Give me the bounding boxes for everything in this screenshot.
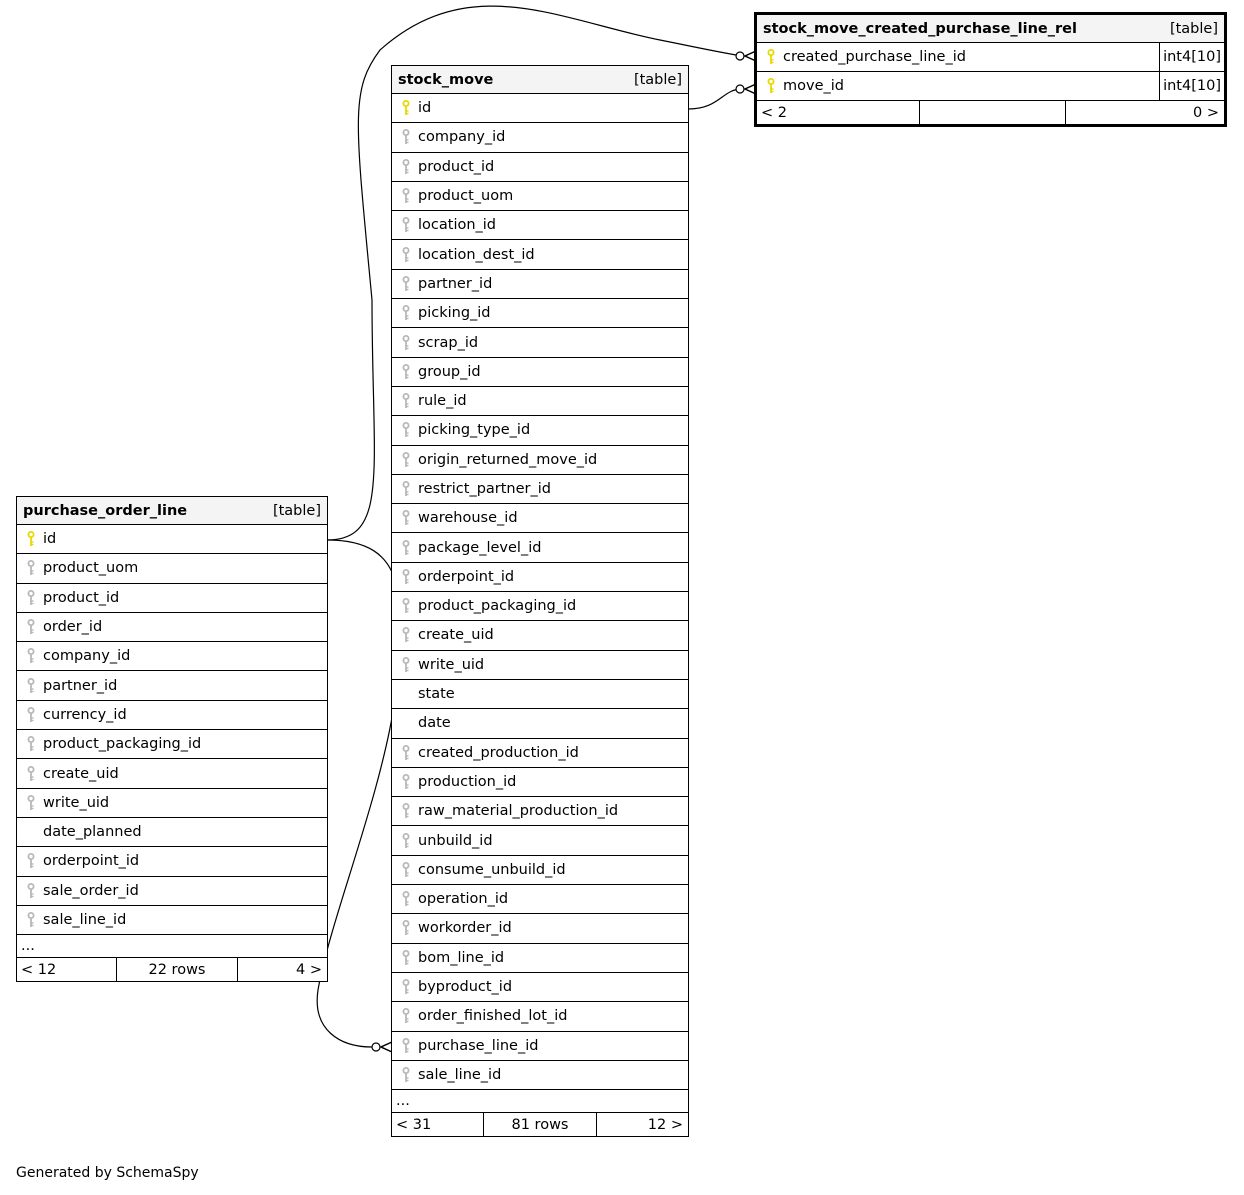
column-name: partner_id: [43, 677, 118, 694]
foreign-key-icon: [392, 803, 416, 819]
column-row[interactable]: [392, 944, 688, 973]
foreign-key-icon: [17, 590, 41, 606]
foreign-key-icon: [392, 305, 416, 321]
column-name: purchase_line_id: [418, 1037, 539, 1054]
column-name: location_dest_id: [418, 246, 535, 263]
column-name: date_planned: [43, 824, 142, 841]
foreign-key-icon: [392, 422, 416, 438]
more-columns-indicator[interactable]: ...: [17, 935, 327, 958]
table-name[interactable]: stock_move: [398, 71, 494, 88]
column-type: int4[10]: [1159, 72, 1224, 100]
column-row[interactable]: [17, 789, 327, 818]
column-name: sale_line_id: [43, 912, 127, 928]
column-row[interactable]: [392, 973, 688, 1002]
column-name: company_id: [418, 129, 506, 146]
foreign-key-icon: [392, 745, 416, 761]
column-row[interactable]: [392, 651, 688, 680]
column-name: picking_type_id: [418, 422, 531, 439]
edge-pol-id-to-stock-move-purchase-line: [317, 540, 400, 1047]
foreign-key-icon: [392, 452, 416, 468]
column-row[interactable]: [392, 94, 688, 123]
foreign-key-icon: [17, 766, 41, 782]
column-row[interactable]: [392, 739, 688, 768]
column-row[interactable]: [17, 554, 327, 583]
column-name: create_uid: [418, 627, 494, 644]
foreign-key-icon: [17, 853, 41, 869]
column-name: company_id: [43, 648, 131, 665]
column-row[interactable]: [17, 906, 327, 935]
column-row[interactable]: [392, 211, 688, 240]
footer-parents-link[interactable]: < 2: [757, 101, 920, 124]
column-row[interactable]: [17, 671, 327, 700]
column-name: warehouse_id: [418, 510, 518, 527]
generator-credit: Generated by SchemaSpy: [16, 1165, 199, 1181]
foreign-key-icon: [392, 833, 416, 849]
column-name: partner_id: [418, 275, 493, 292]
column-name: product_uom: [43, 560, 139, 577]
foreign-key-icon: [392, 950, 416, 966]
column-row[interactable]: [392, 182, 688, 211]
table-header: [392, 66, 688, 94]
column-row[interactable]: [757, 43, 1224, 72]
foreign-key-icon: [392, 510, 416, 526]
column-name: order_id: [43, 619, 103, 636]
column-name: created_production_id: [418, 744, 579, 761]
column-row[interactable]: [17, 613, 327, 642]
footer-children-link[interactable]: 0 >: [1193, 104, 1219, 121]
table-header: [17, 497, 327, 525]
column-row[interactable]: [392, 358, 688, 387]
column-row[interactable]: [392, 592, 688, 621]
table-stock-move-created-purchase-line-rel[interactable]: [754, 12, 1227, 127]
column-name: product_packaging_id: [43, 736, 202, 753]
foreign-key-icon: [392, 569, 416, 585]
primary-key-icon: [392, 100, 416, 116]
column-name: unbuild_id: [418, 832, 493, 849]
column-name: consume_unbuild_id: [418, 861, 566, 878]
table-kind: [table]: [633, 71, 682, 88]
column-name: package_level_id: [418, 539, 542, 556]
column-row[interactable]: [17, 877, 327, 906]
edge-end-zero-marker: [372, 1043, 380, 1051]
column-name: product_uom: [418, 188, 514, 205]
column-name: origin_returned_move_id: [418, 451, 598, 468]
foreign-key-icon: [17, 678, 41, 694]
table-name[interactable]: purchase_order_line: [23, 502, 188, 519]
column-row[interactable]: [392, 240, 688, 269]
column-row[interactable]: [392, 885, 688, 914]
column-row[interactable]: [17, 730, 327, 759]
column-name: group_id: [418, 363, 481, 380]
table-footer: [17, 958, 327, 981]
foreign-key-icon: [392, 862, 416, 878]
column-row[interactable]: [392, 533, 688, 562]
column-row[interactable]: [392, 563, 688, 592]
column-name: picking_id: [418, 305, 491, 322]
column-name: product_id: [418, 158, 495, 175]
column-name: id: [418, 100, 432, 117]
primary-key-icon: [757, 78, 781, 94]
column-name: created_purchase_line_id: [783, 49, 966, 65]
footer-row-count: 81 rows: [484, 1113, 597, 1136]
column-row[interactable]: [392, 1061, 688, 1090]
foreign-key-icon: [392, 335, 416, 351]
foreign-key-icon: [17, 648, 41, 664]
column-name: operation_id: [418, 891, 509, 908]
foreign-key-icon: [392, 1067, 416, 1083]
more-columns-indicator[interactable]: ...: [392, 1090, 688, 1113]
primary-key-icon: [757, 49, 781, 65]
table-header: [757, 15, 1224, 43]
column-row[interactable]: [392, 914, 688, 943]
column-name: byproduct_id: [418, 979, 513, 996]
foreign-key-icon: [392, 276, 416, 292]
footer-children-link[interactable]: 12 >: [647, 1116, 683, 1133]
column-name: workorder_id: [418, 920, 512, 937]
table-kind: [table]: [1169, 20, 1218, 37]
column-row[interactable]: [17, 642, 327, 671]
column-row[interactable]: [392, 768, 688, 797]
foreign-key-icon: [392, 657, 416, 673]
column-list: [392, 94, 688, 1090]
foreign-key-icon: [17, 560, 41, 576]
column-row[interactable]: [392, 621, 688, 650]
foreign-key-icon: [17, 883, 41, 899]
foreign-key-icon: [392, 129, 416, 145]
column-name: bom_line_id: [418, 949, 505, 966]
column-name: write_uid: [43, 794, 110, 811]
foreign-key-icon: [392, 1038, 416, 1054]
foreign-key-icon: [392, 979, 416, 995]
foreign-key-icon: [392, 1008, 416, 1024]
foreign-key-icon: [392, 891, 416, 907]
foreign-key-icon: [392, 540, 416, 556]
column-name: state: [418, 686, 455, 703]
foreign-key-icon: [392, 481, 416, 497]
column-row[interactable]: [757, 72, 1224, 101]
column-name: location_id: [418, 217, 497, 234]
column-name: restrict_partner_id: [418, 481, 551, 497]
edge-end-zero-marker: [736, 85, 744, 93]
column-name: raw_material_production_id: [418, 803, 619, 820]
column-row[interactable]: [392, 797, 688, 826]
column-row[interactable]: [392, 387, 688, 416]
footer-parents-link[interactable]: < 12: [17, 958, 117, 981]
table-stock-move[interactable]: [391, 65, 689, 1137]
foreign-key-icon: [392, 627, 416, 643]
column-name: orderpoint_id: [418, 568, 515, 585]
column-name: date: [418, 715, 451, 732]
column-row[interactable]: [392, 504, 688, 533]
column-name: product_id: [43, 589, 120, 606]
column-list: [17, 525, 327, 935]
foreign-key-icon: [392, 364, 416, 380]
column-row[interactable]: [392, 446, 688, 475]
table-kind: [table]: [272, 502, 321, 519]
column-row[interactable]: [392, 856, 688, 885]
column-row[interactable]: [17, 847, 327, 876]
column-list: [757, 43, 1224, 101]
footer-children-link[interactable]: 4 >: [296, 961, 322, 978]
foreign-key-icon: [17, 707, 41, 723]
foreign-key-icon: [17, 795, 41, 811]
foreign-key-icon: [392, 217, 416, 233]
column-row[interactable]: [392, 299, 688, 328]
column-type: int4[10]: [1159, 43, 1224, 71]
edge-move-id-to-rel: [688, 89, 742, 109]
column-row[interactable]: [392, 270, 688, 299]
table-footer: [392, 1113, 688, 1136]
footer-row-count: [920, 101, 1066, 124]
table-purchase-order-line[interactable]: [16, 496, 328, 982]
foreign-key-icon: [17, 619, 41, 635]
foreign-key-icon: [392, 393, 416, 409]
column-name: id: [43, 531, 57, 548]
column-row[interactable]: [392, 1032, 688, 1061]
column-name: scrap_id: [418, 334, 479, 351]
column-row[interactable]: [392, 680, 688, 709]
column-name: create_uid: [43, 765, 119, 782]
primary-key-icon: [17, 531, 41, 547]
column-row[interactable]: [17, 818, 327, 847]
column-name: sale_line_id: [418, 1066, 502, 1083]
column-row[interactable]: [392, 709, 688, 738]
column-row[interactable]: [392, 475, 688, 504]
column-row[interactable]: [17, 525, 327, 554]
column-row[interactable]: [17, 759, 327, 788]
column-name: product_packaging_id: [418, 598, 577, 615]
column-row[interactable]: [392, 1002, 688, 1031]
footer-row-count: 22 rows: [117, 958, 238, 981]
footer-parents-link[interactable]: < 31: [392, 1113, 484, 1136]
foreign-key-icon: [17, 912, 41, 928]
column-name: write_uid: [418, 656, 485, 673]
foreign-key-icon: [392, 774, 416, 790]
foreign-key-icon: [392, 188, 416, 204]
column-row[interactable]: [17, 701, 327, 730]
column-row[interactable]: [392, 123, 688, 152]
table-footer: [757, 101, 1224, 124]
column-name: production_id: [418, 773, 517, 790]
column-row[interactable]: [17, 584, 327, 613]
column-row[interactable]: [392, 153, 688, 182]
column-name: currency_id: [43, 706, 127, 723]
column-name: rule_id: [418, 393, 467, 410]
foreign-key-icon: [17, 736, 41, 752]
column-row[interactable]: [392, 416, 688, 445]
column-name: sale_order_id: [43, 882, 139, 899]
column-name: order_finished_lot_id: [418, 1008, 568, 1025]
column-name: move_id: [783, 78, 844, 94]
column-name: orderpoint_id: [43, 853, 140, 870]
foreign-key-icon: [392, 920, 416, 936]
table-name[interactable]: stock_move_created_purchase_line_rel: [763, 20, 1077, 37]
foreign-key-icon: [392, 159, 416, 175]
foreign-key-icon: [392, 247, 416, 263]
edge-end-zero-marker: [736, 52, 744, 60]
foreign-key-icon: [392, 598, 416, 614]
column-row[interactable]: [392, 328, 688, 357]
column-row[interactable]: [392, 826, 688, 855]
